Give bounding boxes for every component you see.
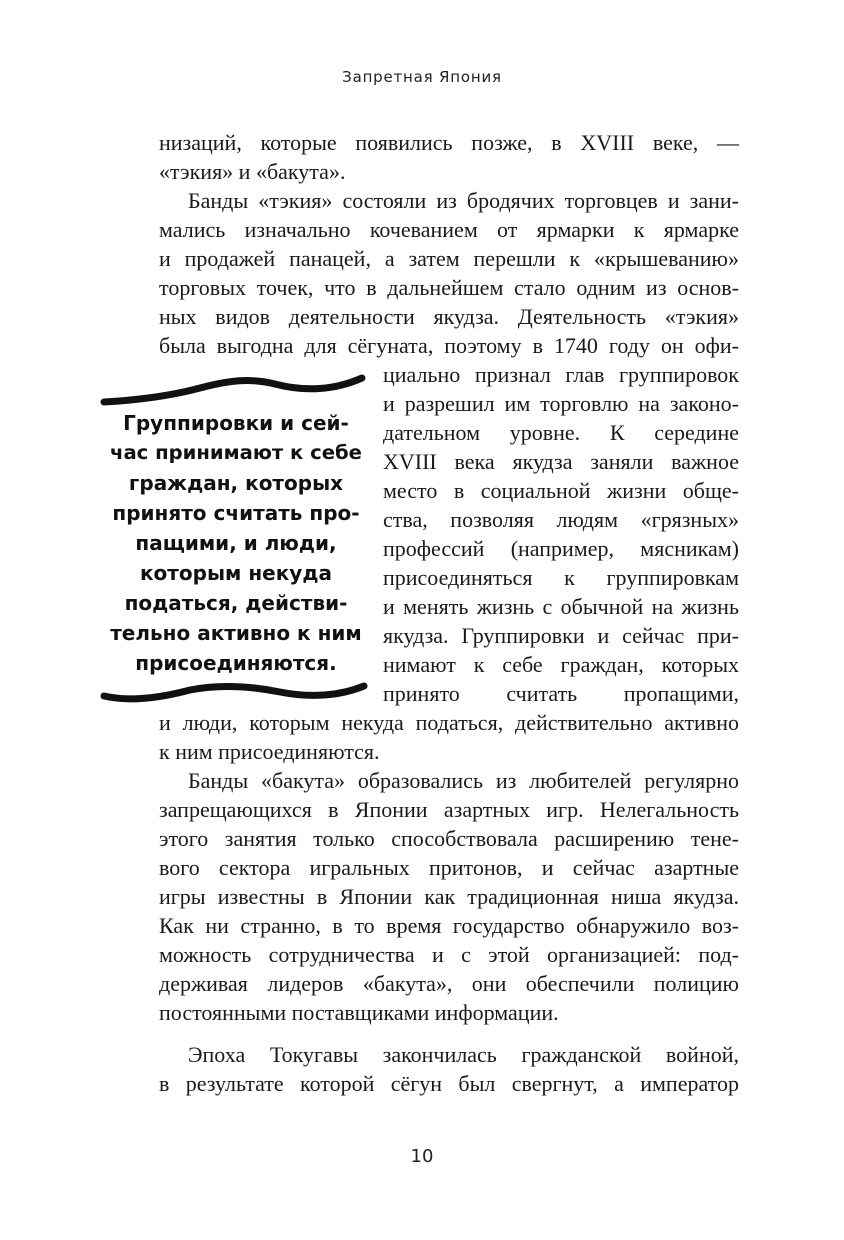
body-line: нимают к себе граждан, которых — [383, 652, 739, 677]
pullquote-line: тельно активно к ним — [110, 621, 362, 645]
body-line: мались изначально кочеванием от ярмарки к ярмарке — [159, 217, 739, 242]
page-number: 10 — [410, 1146, 434, 1167]
pullquote-line: присоединяются. — [135, 651, 337, 675]
body-line: присоединяться к группировкам — [383, 565, 739, 590]
body-line: запрещающихся в Японии азартных игр. Нелегальность — [159, 797, 739, 822]
pullquote-line: принято считать про- — [112, 501, 360, 525]
body-line: была выгодна для сёгуната, поэтому в 1740 году он офи- — [159, 333, 739, 358]
body-line: Как ни странно, в то время государство обнаружило воз- — [159, 913, 739, 938]
body-line: игры известны в Японии как традиционная ниша якудза. — [159, 884, 739, 909]
body-line: дательном уровне. К середине — [383, 420, 739, 445]
pullquote-top-wave — [100, 370, 368, 410]
body-line: профессий (например, мясникам) — [383, 536, 739, 561]
pullquote-line: которым некуда — [139, 561, 332, 585]
body-line: и менять жизнь с обычной на жизнь — [383, 594, 739, 619]
body-line: Банды «бакута» образовались из любителей регулярно — [188, 768, 739, 793]
body-line: и продажей панацей, а затем перешли к «крышеванию» — [159, 246, 739, 271]
body-line: Банды «тэкия» состояли из бродячих торговцев и зани- — [188, 188, 739, 213]
body-line: можность сотрудничества и с этой организацией: под- — [159, 942, 739, 967]
body-line: к ним присоединяются. — [159, 739, 380, 764]
body-line: низаций, которые появились позже, в XVIII веке, — — [159, 130, 739, 155]
running-header: Запретная Япония — [342, 68, 502, 86]
body-line: якудза. Группировки и сейчас при- — [383, 623, 739, 648]
pullquote-bottom-wave — [100, 678, 368, 708]
body-line: место в социальной жизни обще- — [383, 478, 739, 503]
body-line: ных видов деятельности якудза. Деятельность «тэкия» — [159, 304, 739, 329]
body-line: вого сектора игральных притонов, и сейчас азартные — [159, 855, 739, 880]
body-line: «тэкия» и «бакута». — [159, 159, 346, 184]
body-line: XVIII века якудза заняли важное — [383, 449, 739, 474]
body-line: Эпоха Токугавы закончилась гражданской войной, — [188, 1042, 739, 1067]
body-line: торговых точек, что в дальнейшем стало одним из основ- — [159, 275, 739, 300]
body-line: этого занятия только способствовала расширению тене- — [159, 826, 739, 851]
body-line: и люди, которым некуда податься, действительно активно — [159, 710, 739, 735]
pullquote-line: час принимают к себе — [110, 441, 362, 464]
body-line: держивая лидеров «бакута», они обеспечили полицию — [159, 971, 739, 996]
pullquote-line: Группировки и сей- — [123, 411, 349, 435]
body-line: постоянными поставщиками информации. — [159, 1000, 559, 1025]
body-line: в результате которой сёгун был свергнут, а император — [159, 1071, 739, 1096]
pullquote-line: граждан, которых — [128, 471, 344, 495]
body-line: принято считать пропащими, — [383, 681, 739, 706]
pullquote-line: пащими, и люди, — [135, 531, 337, 555]
body-line: ства, позволяя людям «грязных» — [383, 507, 739, 532]
body-line: и разрешил им торговлю на законо- — [383, 391, 739, 416]
pullquote-line: податься, действи- — [124, 591, 348, 615]
body-line: циально признал глав группировок — [383, 362, 739, 387]
